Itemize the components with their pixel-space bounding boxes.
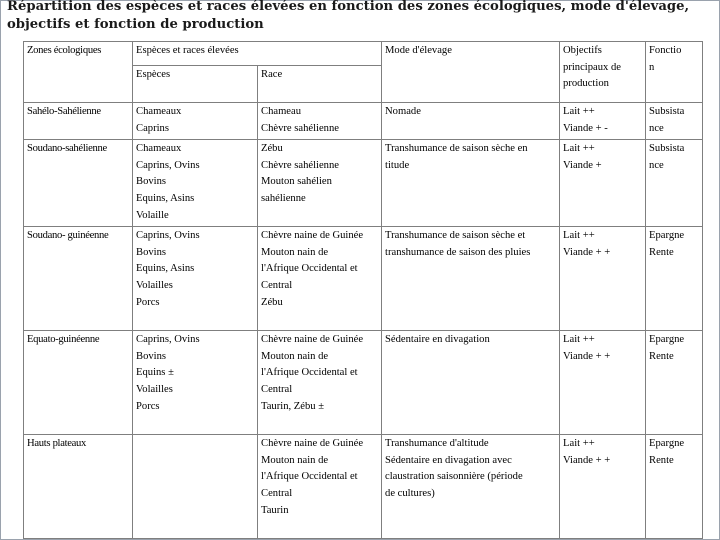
header-zones: Zones écologiques bbox=[24, 42, 133, 103]
cell-race: Chèvre naine de Guinée Mouton nain de l'Afrique Occidental et Central Zébu bbox=[258, 227, 382, 331]
slide-title: Répartition des espèces et races élevées en fonction des zones écologiques, mode d'élevage, objectifs et fonction de production bbox=[7, 0, 690, 32]
cell-zone: Soudano-sahélienne bbox=[24, 140, 133, 227]
cell-mode: Nomade bbox=[382, 103, 560, 140]
cell-especes: Chameaux Caprins, Ovins Bovins Equins, Asins Volaille bbox=[133, 140, 258, 227]
cell-race: Zébu Chèvre sahélienne Mouton sahélien sahélienne bbox=[258, 140, 382, 227]
table-row bbox=[24, 103, 703, 140]
cell-zone: Equato-guinéenne bbox=[24, 331, 133, 435]
cell-mode: Transhumance de saison sèche en titude bbox=[382, 140, 560, 227]
data-table bbox=[23, 41, 703, 539]
cell-objectifs: Lait ++ Viande + + bbox=[560, 435, 646, 539]
cell-especes: Caprins, Ovins Bovins Equins ± Volailles Porcs bbox=[133, 331, 258, 435]
cell-race: Chèvre naine de Guinée Mouton nain de l'Afrique Occidental et Central Taurin bbox=[258, 435, 382, 539]
cell-zone: Soudano- guinéenne bbox=[24, 227, 133, 331]
cell-fonction: Epargne Rente bbox=[646, 331, 703, 435]
cell-zone: Sahélo-Sahélienne bbox=[24, 103, 133, 140]
table-row bbox=[24, 331, 703, 435]
cell-especes bbox=[133, 435, 258, 539]
cell-mode: Transhumance de saison sèche et transhumance de saison des pluies bbox=[382, 227, 560, 331]
cell-mode: Sédentaire en divagation bbox=[382, 331, 560, 435]
cell-objectifs: Lait ++ Viande + + bbox=[560, 331, 646, 435]
cell-mode: Transhumance d'altitude Sédentaire en divagation avec claustration saisonnière (période de cultures) bbox=[382, 435, 560, 539]
header-especes-races: Espèces et races élevées bbox=[133, 42, 382, 66]
table-row bbox=[24, 140, 703, 227]
cell-race: Chèvre naine de Guinée Mouton nain de l'Afrique Occidental et Central Taurin, Zébu ± bbox=[258, 331, 382, 435]
cell-objectifs: Lait ++ Viande + bbox=[560, 140, 646, 227]
cell-fonction: Subsista nce bbox=[646, 140, 703, 227]
cell-especes: Caprins, Ovins Bovins Equins, Asins Volailles Porcs bbox=[133, 227, 258, 331]
table-row bbox=[24, 435, 703, 539]
table-row bbox=[24, 227, 703, 331]
header-especes: Espèces bbox=[133, 66, 258, 103]
cell-especes: Chameaux Caprins bbox=[133, 103, 258, 140]
header-race: Race bbox=[258, 66, 382, 103]
header-objectifs: Objectifs principaux de production bbox=[560, 42, 646, 103]
header-mode: Mode d'élevage bbox=[382, 42, 560, 103]
cell-zone: Hauts plateaux bbox=[24, 435, 133, 539]
cell-fonction: Subsista nce bbox=[646, 103, 703, 140]
cell-fonction: Epargne Rente bbox=[646, 227, 703, 331]
header-fonction: Fonctio n bbox=[646, 42, 703, 103]
cell-objectifs: Lait ++ Viande + - bbox=[560, 103, 646, 140]
cell-fonction: Epargne Rente bbox=[646, 435, 703, 539]
cell-objectifs: Lait ++ Viande + + bbox=[560, 227, 646, 331]
cell-race: Chameau Chèvre sahélienne bbox=[258, 103, 382, 140]
